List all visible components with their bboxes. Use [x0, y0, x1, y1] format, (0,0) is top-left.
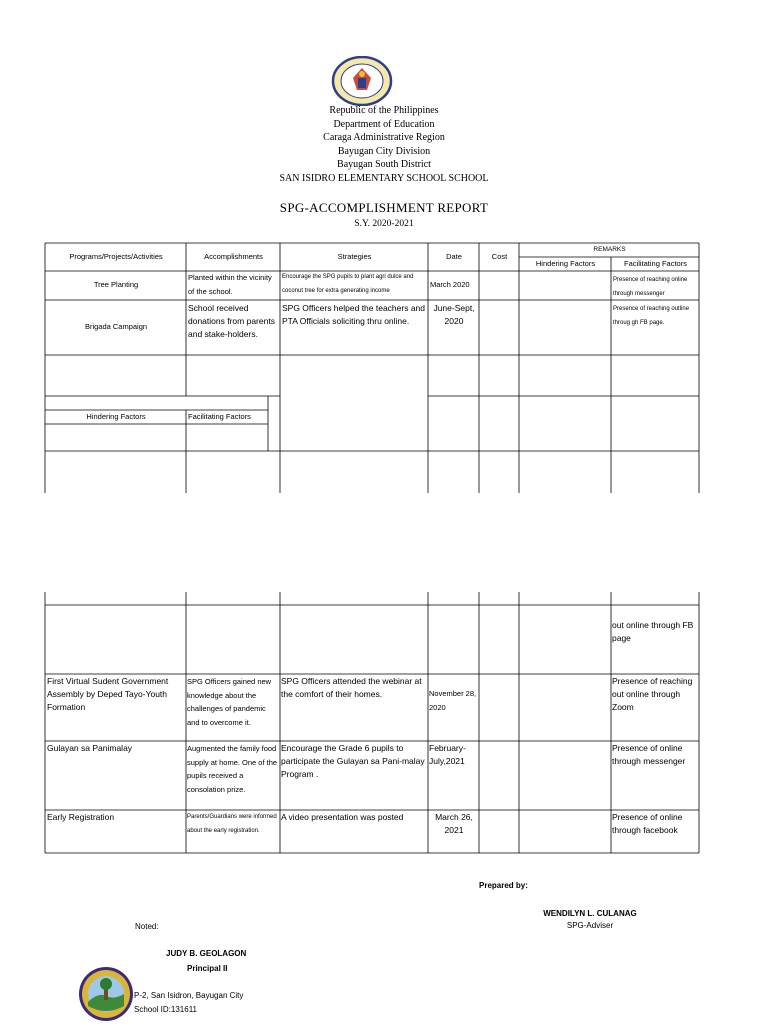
- row1-accomplishment: Planted within the vicinity of the school.: [188, 273, 272, 296]
- col-header-accomplishments: Accomplishments: [204, 252, 263, 261]
- principal-name: JUDY B. GEOLAGON: [166, 949, 247, 958]
- subtable-facilitating: Facilitating Factors: [188, 412, 251, 421]
- col-header-strategies: Strategies: [337, 252, 372, 261]
- row5-date: March 26, 2021: [435, 812, 473, 835]
- subtable-hindering: Hindering Factors: [86, 412, 146, 421]
- row3-date: November 28, 2020: [429, 689, 477, 712]
- row4-date: February-July,2021: [429, 743, 466, 766]
- letterhead-line: Bayugan City Division: [337, 145, 431, 157]
- school-address: P-2, San Isidron, Bayugan City: [134, 991, 244, 1000]
- row4-accomplishment: Augmented the family food supply at home. One of the pupils received a consolation prize.: [187, 744, 278, 794]
- row4-strategy: Encourage the Grade 6 pupils to participate the Gulayan sa Pani-malay Program .: [281, 743, 425, 779]
- row2-date: June-Sept, 2020: [433, 303, 475, 326]
- row2-facilitating: Presence of reaching outline throug gh FB page.: [613, 306, 690, 326]
- continued-facilitating: out online through FB page: [612, 620, 694, 643]
- row1-facilitating: Presence of reaching online through messenger: [613, 277, 688, 297]
- row5-accomplishment: Parents/Guardians were informed about the early registration.: [187, 814, 277, 834]
- row3-facilitating: Presence of reaching out online through Zoom: [612, 676, 693, 712]
- prepared-by-label: Prepared by:: [479, 881, 528, 890]
- row3-strategy: SPG Officers attended the webinar at the comfort of their homes.: [281, 676, 422, 699]
- row1-ppa: Tree Planting: [93, 280, 139, 289]
- row1-date: March 2020: [430, 280, 470, 289]
- row3-ppa: First Virtual Sudent Government Assembly by Deped Tayo-Youth Formation: [47, 676, 169, 712]
- col-header-hindering: Hindering Factors: [535, 259, 596, 268]
- row2-strategy: SPG Officers helped the teachers and PTA Officials soliciting thru online.: [282, 303, 426, 326]
- report-title: SPG-ACCOMPLISHMENT REPORT: [279, 200, 489, 215]
- row4-facilitating: Presence of online through messenger: [612, 743, 686, 766]
- row4-ppa: Gulayan sa Panimalay: [47, 743, 133, 753]
- row5-ppa: Early Registration: [47, 812, 115, 822]
- school-seal-logo: [78, 966, 134, 1022]
- row5-facilitating: Presence of online through facebook: [612, 812, 683, 835]
- row1-strategy: Encourage the SPG pupils to plant agri dulce and coconut tree for extra generating income: [282, 274, 414, 294]
- letterhead-line: Bayugan South District: [337, 159, 431, 171]
- principal-role: Principal II: [187, 964, 228, 973]
- noted-label: Noted:: [135, 922, 159, 931]
- adviser-name: WENDILYN L. CULANAG: [543, 909, 637, 918]
- row5-strategy: A video presentation was posted: [281, 812, 404, 822]
- row2-ppa: Brigada Campaign: [84, 322, 148, 331]
- col-header-date: Date: [446, 252, 462, 261]
- school-name-line: SAN ISIDRO ELEMENTARY SCHOOL SCHOOL: [279, 172, 489, 184]
- col-header-facilitating: Facilitating Factors: [624, 259, 687, 268]
- row3-accomplishment: SPG Officers gained new knowledge about the challenges of pandemic and to overcome it.: [187, 677, 272, 727]
- adviser-role: SPG-Adviser: [566, 921, 614, 930]
- letterhead-line: Caraga Administrative Region: [323, 132, 445, 144]
- col-header-remarks: REMARKS: [593, 246, 626, 253]
- letterhead-line: Department of Education: [333, 118, 435, 130]
- school-id: School ID:131611: [134, 1005, 198, 1014]
- school-year: S.Y. 2020-2021: [354, 219, 414, 229]
- row2-accomplishment: School received donations from parents and stake-holders.: [188, 303, 275, 339]
- col-header-cost: Cost: [491, 252, 508, 261]
- col-header-ppa: Programs/Projects/Activities: [69, 252, 163, 261]
- letterhead-line: Republic of the Philippines: [329, 105, 439, 116]
